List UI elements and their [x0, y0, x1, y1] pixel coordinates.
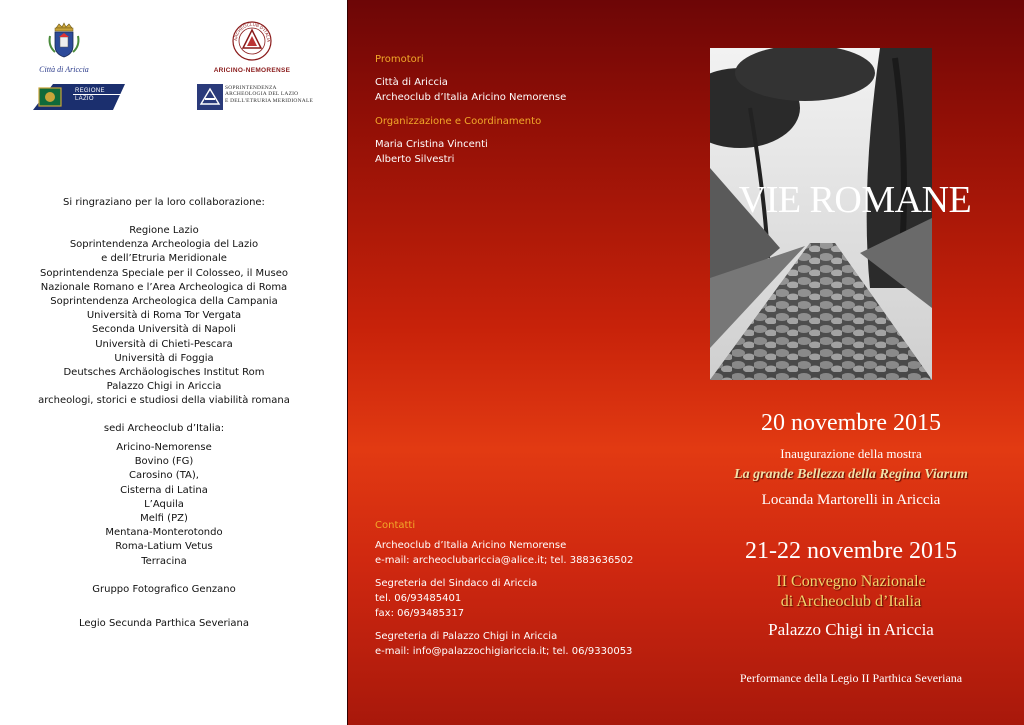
institution-line: Regione Lazio [129, 225, 199, 236]
institution-line: Università di Foggia [114, 352, 214, 364]
event2-line1: II Convegno Nazionale [776, 573, 926, 590]
institution-line: Soprintendenza Archeologica della Campania [50, 296, 278, 308]
promotori-section [375, 52, 566, 105]
sede-line: Melfi (PZ) [140, 513, 188, 525]
event1-date: 20 novembre 2015 [761, 410, 941, 436]
page-title: VIE ROMANE [738, 179, 972, 221]
institution-line: Deutsches Archäologisches Institut Rom [63, 367, 265, 379]
sedi-list [20, 441, 308, 569]
performance-footer: Performance della Legio II Parthica Severiana [739, 671, 963, 685]
sede-line: Roma-Latium Vetus [115, 541, 213, 553]
institution-line: Soprintendenza Speciale per il Colosseo, il Museo [40, 267, 288, 279]
event2-date: 21-22 novembre 2015 [745, 538, 957, 564]
contatti-fax: fax: 06/93485317 [375, 608, 465, 619]
coat-of-arms-icon [46, 22, 82, 60]
contatti-email[interactable]: e-mail: archeoclubariccia@alice.it; tel. 3883636502 [375, 555, 634, 566]
contatti-tel: tel. 06/93485401 [375, 593, 462, 604]
contatti-line: Segreteria del Sindaco di Ariccia [375, 578, 538, 589]
citta-ariccia-logo [38, 22, 90, 74]
institution-line: Nazionale Romano e l’Area Archeologica di Roma [40, 281, 288, 293]
contatti-section [375, 518, 633, 659]
organizzazione-line: Maria Cristina Vincenti [375, 139, 488, 150]
gruppo-fotografico: Gruppo Fotografico Genzano [92, 584, 236, 595]
soprintendenza-logo [197, 84, 315, 110]
institutions-list [20, 224, 308, 409]
organizzazione-section [375, 114, 541, 167]
contatti-line: Segreteria di Palazzo Chigi in Ariccia [375, 631, 558, 642]
promotori-line: Archeoclub d’Italia Aricino Nemorense [375, 92, 567, 103]
institution-line: Palazzo Chigi in Ariccia [106, 381, 222, 393]
citta-label: Città di Ariccia [39, 65, 89, 74]
left-panel [0, 0, 347, 725]
event1-subtitle: Inaugurazione della mostra [780, 446, 922, 461]
institution-line: Università di Chieti-Pescara [95, 338, 233, 350]
aricino-label: ARICINO-NEMORENSE [213, 67, 291, 74]
archeoclub-logo [206, 20, 298, 74]
sede-line: Cisterna di Latina [120, 484, 208, 496]
sede-line: L’Aquila [144, 498, 184, 510]
sede-line: Bovino (FG) [134, 456, 194, 468]
sopr-text-line-1: SOPRINTENDENZA [225, 85, 277, 91]
organizzazione-heading: Organizzazione e Coordinamento [375, 116, 542, 127]
event2-line2: di Archeoclub d’Italia [780, 593, 922, 610]
promotori-heading: Promotori [375, 54, 424, 65]
organizzazione-line: Alberto Silvestri [375, 154, 455, 165]
regione-lazio-logo [33, 84, 125, 110]
institution-line: Università di Roma Tor Vergata [86, 310, 242, 322]
contatti-heading: Contatti [375, 520, 416, 531]
soprintendenza-emblem-icon [197, 84, 223, 110]
sede-line: Terracina [141, 555, 187, 567]
regione-text-line: REGIONE [75, 88, 105, 94]
contatti-line: Archeoclub d’Italia Aricino Nemorense [375, 540, 567, 551]
event2-place: Palazzo Chigi in Ariccia [768, 620, 934, 639]
sedi-heading: sedi Archeoclub d’Italia: [103, 423, 225, 434]
institution-line: archeologi, storici e studiosi della viabilità romana [38, 395, 290, 407]
institution-line: e dell’Etruria Meridionale [101, 253, 227, 265]
thanks-heading: Si ringraziano per la loro collaborazione: [63, 197, 265, 208]
sede-line: Aricino-Nemorense [116, 442, 212, 453]
sopr-text-line-2: ARCHEOLOGIA DEL LAZIO [225, 91, 299, 98]
event1-exhibit: La grande Bellezza della Regina Viarum [734, 467, 968, 482]
promotori-line: Città di Ariccia [375, 77, 448, 88]
sede-line: Mentana-Monterotondo [105, 527, 223, 539]
lazio-text-line: LAZIO [75, 95, 94, 102]
institution-line: Soprintendenza Archeologia del Lazio [69, 239, 259, 251]
event1-place: Locanda Martorelli in Ariccia [761, 492, 941, 508]
contatti-email[interactable]: e-mail: info@palazzochigiariccia.it; tel. 06/9330053 [375, 646, 633, 657]
institution-line: Seconda Università di Napoli [92, 324, 236, 336]
archeoclub-ring-icon [230, 20, 274, 62]
legio-text: Legio Secunda Parthica Severiana [78, 618, 249, 629]
sopr-text-line-3: E DELL'ETRURIA MERIDIONALE [225, 97, 314, 104]
archeoclub-ring-text: ARCHEOCLUB D'ITALIA [232, 21, 272, 43]
sede-line: Carosino (TA), [129, 470, 199, 482]
